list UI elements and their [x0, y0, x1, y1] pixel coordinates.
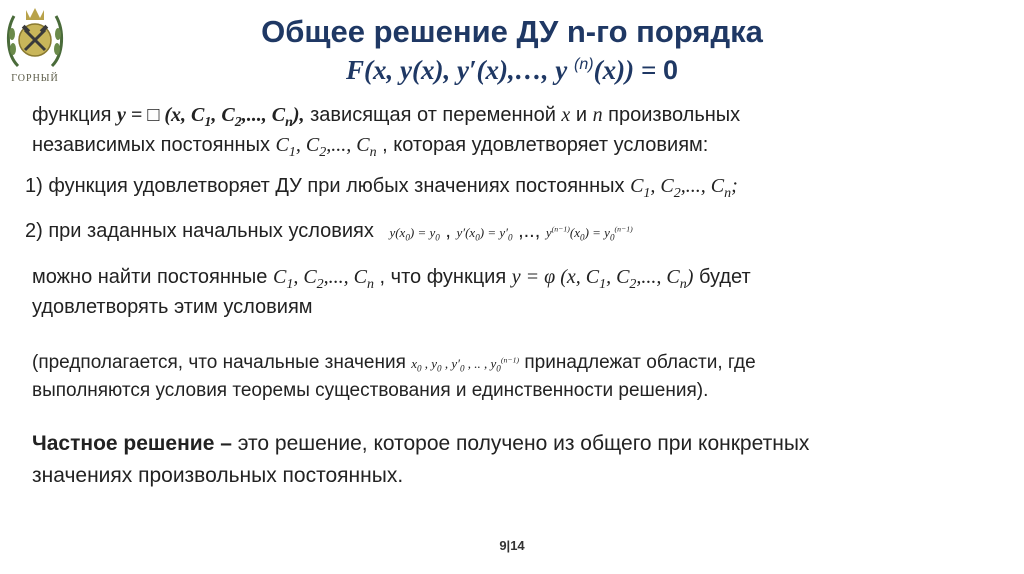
paragraph-function-def — [32, 104, 740, 131]
text: независимых постоянных — [32, 134, 276, 156]
formula: y′(x — [456, 225, 476, 240]
subscript: 0 — [580, 232, 585, 243]
subscript: 2 — [316, 277, 324, 292]
subscript: 2 — [319, 145, 327, 160]
formula: ,..., C — [680, 175, 725, 197]
text: , — [439, 220, 451, 242]
text: зависящая от переменной — [304, 104, 562, 126]
formula: C — [275, 134, 289, 156]
subscript: 1 — [288, 145, 296, 160]
formula: x — [411, 356, 417, 371]
formula: ,..., C — [241, 104, 286, 126]
subscript: 0 — [609, 232, 615, 243]
text: 2) при заданных начальных условиях — [25, 220, 374, 242]
formula: ) — [686, 266, 694, 288]
text: принадлежат области, где — [519, 352, 756, 373]
subscript: 0 — [475, 232, 480, 243]
subscript: 2 — [234, 115, 242, 130]
paragraph-constants — [32, 134, 708, 161]
formula: y = □ (x, C — [117, 104, 205, 126]
formula: ,..., C — [323, 266, 367, 288]
subscript: 0 — [507, 232, 513, 243]
formula: ) = y′ — [479, 225, 508, 240]
subscript: 1 — [643, 186, 651, 201]
formula: y — [545, 225, 552, 240]
text: , которая удовлетворяет условиям: — [376, 134, 709, 156]
text: ,.., — [512, 220, 541, 242]
subscript: n — [285, 115, 293, 130]
subscript: 2 — [673, 186, 681, 201]
subscript: 1 — [204, 115, 212, 130]
slide-title: Общее решение ДУ n-го порядка — [261, 14, 763, 49]
formula: C — [272, 266, 287, 288]
initial-condition-formula — [456, 225, 513, 243]
equation-main: F(x, y(x), y′(x),…, y — [346, 55, 575, 85]
text: и — [570, 104, 593, 126]
slide-subtitle-equation — [0, 55, 1024, 86]
formula: , y — [421, 356, 438, 371]
equation-order: (n) — [574, 56, 594, 73]
formula: y = φ (x, C — [511, 266, 600, 288]
formula: , .. , y — [464, 356, 497, 371]
subscript: 0 — [405, 232, 410, 243]
text: можно найти постоянные — [32, 266, 273, 288]
paragraph-arbitrary-constants: значениях произвольных постоянных. — [32, 464, 404, 487]
logo-text: ГОРНЫЙ — [11, 73, 59, 84]
formula: ), — [292, 104, 305, 126]
subscript: 0 — [435, 232, 440, 243]
formula: ) = y — [584, 225, 610, 240]
page-number: 9|14 — [499, 538, 525, 553]
paragraph-assumption — [32, 352, 756, 374]
text: ; — [731, 175, 738, 197]
initial-condition-formula — [389, 225, 440, 243]
subscript: 1 — [599, 277, 607, 292]
formula: ) = y — [409, 225, 436, 240]
formula: , C — [295, 134, 320, 156]
subscript: 0 — [416, 363, 422, 374]
text: 1) функция удовлетворяет ДУ при любых значениях постоянных — [25, 175, 631, 197]
formula: , C — [211, 104, 235, 126]
paragraph-theorem: выполняются условия теоремы существования и единственности решения). — [32, 380, 709, 401]
subscript: 0 — [459, 363, 465, 374]
formula: C — [630, 175, 644, 197]
initial-values-formula — [411, 355, 520, 374]
paragraph-find-constants — [32, 266, 751, 293]
formula: , C — [293, 266, 317, 288]
equation-zero: 0 — [662, 55, 678, 85]
formula: y(x — [389, 225, 406, 240]
subscript: n — [367, 277, 374, 292]
initial-condition-formula — [545, 224, 633, 243]
subscript: 0 — [437, 363, 442, 374]
condition-2 — [25, 220, 633, 243]
formula: , y′ — [441, 356, 460, 371]
formula: (x — [569, 225, 581, 240]
text: будет — [693, 266, 751, 288]
text: , что функция — [374, 266, 512, 288]
subscript: 1 — [286, 277, 294, 292]
text: это решение, которое получено из общего при конкретных — [231, 432, 810, 455]
condition-1 — [25, 175, 738, 202]
subscript: n — [679, 277, 687, 292]
text: (предполагается, что начальные значения — [32, 352, 412, 373]
formula: , C — [650, 175, 674, 197]
text: произвольных — [602, 104, 741, 126]
superscript: (n−1) — [500, 355, 520, 365]
formula: , C — [606, 266, 630, 288]
equation-end: (x)) = — [593, 55, 663, 85]
subscript: n — [724, 186, 732, 201]
variable: x — [561, 104, 571, 126]
variable: n — [592, 104, 603, 126]
formula: ,..., C — [326, 134, 370, 156]
paragraph-particular-solution — [32, 432, 809, 456]
formula: ,..., C — [636, 266, 680, 288]
superscript: (n−1) — [614, 224, 633, 234]
subscript: 2 — [629, 277, 637, 292]
paragraph-satisfy: удовлетворять этим условиям — [32, 296, 313, 318]
term-particular-solution: Частное решение – — [32, 432, 232, 455]
text: функция — [32, 104, 112, 126]
superscript: (n−1) — [551, 224, 570, 234]
subscript: n — [369, 145, 377, 160]
subscript: 0 — [496, 363, 501, 374]
